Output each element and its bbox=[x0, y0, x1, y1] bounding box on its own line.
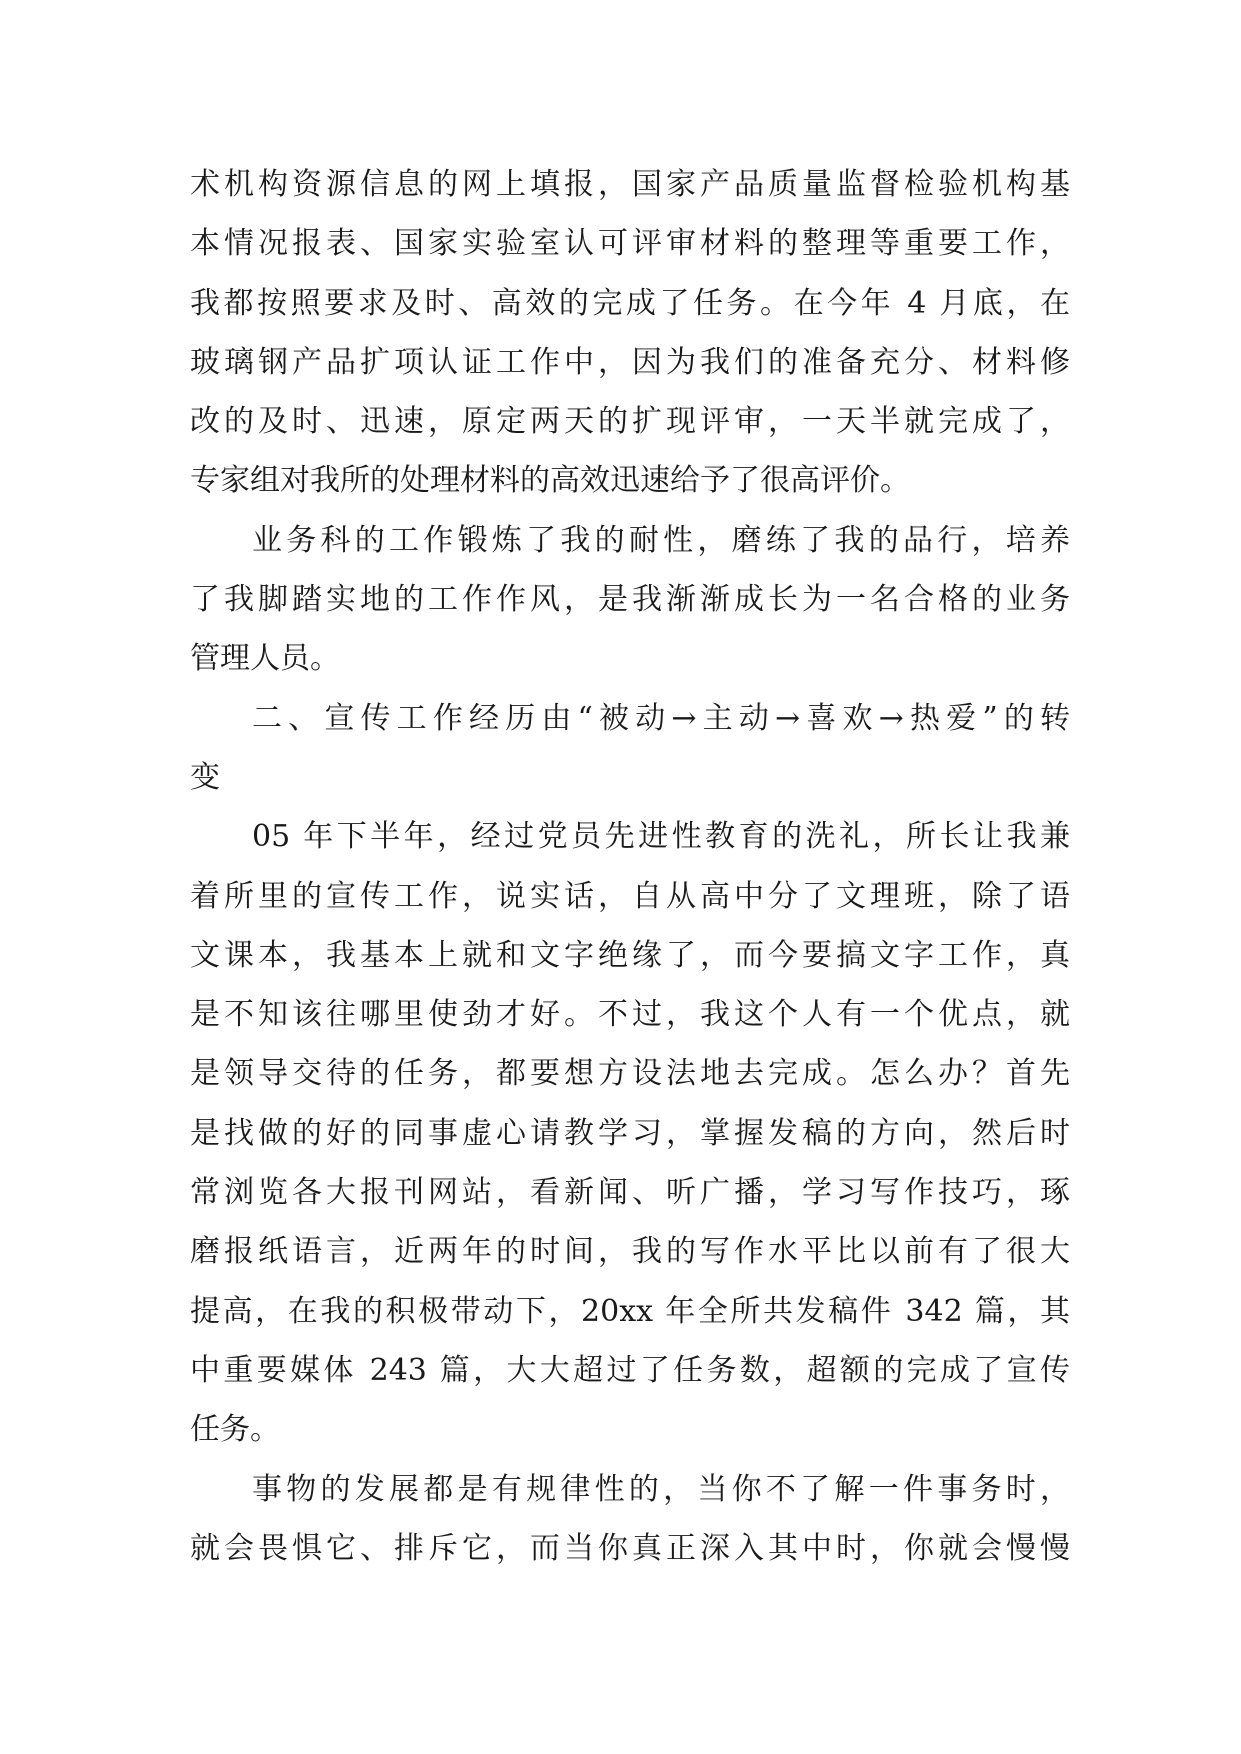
text-line: 本情况报表、国家实验室认可评审材料的整理等重要工作， bbox=[190, 226, 1070, 262]
text-line: 了我脚踏实地的工作作风，是我渐渐成长为一名合格的业务 bbox=[190, 582, 1070, 618]
section-heading-line: 变 bbox=[190, 759, 220, 795]
text-line: 磨报纸语言，近两年的时间，我的写作水平比以前有了很大 bbox=[190, 1234, 1070, 1270]
text-line: 中重要媒体 243 篇，大大超过了任务数，超额的完成了宣传 bbox=[190, 1352, 1070, 1388]
text-line: 改的及时、迅速，原定两天的扩现评审，一天半就完成了， bbox=[190, 404, 1070, 440]
text-line: 着所里的宣传工作，说实话，自从高中分了文理班，除了语 bbox=[190, 878, 1070, 914]
text-line: 业务科的工作锻炼了我的耐性，磨练了我的品行，培养 bbox=[252, 522, 1070, 558]
text-line: 是领导交待的任务，都要想方设法地去完成。怎么办？首先 bbox=[190, 1056, 1070, 1092]
text-line: 任务。 bbox=[190, 1412, 280, 1448]
text-line: 管理人员。 bbox=[190, 641, 340, 677]
text-line: 提高，在我的积极带动下，20xx 年全所共发稿件 342 篇，其 bbox=[190, 1293, 1070, 1329]
text-line: 是找做的好的同事虚心请教学习，掌握发稿的方向，然后时 bbox=[190, 1115, 1070, 1151]
text-line: 文课本，我基本上就和文字绝缘了，而今要搞文字工作，真 bbox=[190, 937, 1070, 973]
text-line: 玻璃钢产品扩项认证工作中，因为我们的准备充分、材料修 bbox=[190, 344, 1070, 380]
section-heading-line: 二、宣传工作经历由“被动→主动→喜欢→热爱”的转 bbox=[252, 700, 1070, 736]
text-line: 是不知该往哪里使劲才好。不过，我这个人有一个优点，就 bbox=[190, 997, 1070, 1033]
text-line: 就会畏惧它、排斥它，而当你真正深入其中时，你就会慢慢 bbox=[190, 1530, 1070, 1566]
text-line: 专家组对我所的处理材料的高效迅速给予了很高评价。 bbox=[190, 463, 910, 499]
text-line: 05 年下半年，经过党员先进性教育的洗礼，所长让我兼 bbox=[252, 819, 1070, 855]
body-text bbox=[190, 155, 1070, 1578]
text-line: 术机构资源信息的网上填报，国家产品质量监督检验机构基 bbox=[190, 167, 1070, 202]
text-line: 事物的发展都是有规律性的，当你不了解一件事务时， bbox=[252, 1471, 1070, 1507]
text-line: 我都按照要求及时、高效的完成了任务。在今年 4 月底，在 bbox=[190, 285, 1070, 321]
text-line: 常浏览各大报刊网站，看新闻、听广播，学习写作技巧，琢 bbox=[190, 1175, 1070, 1211]
